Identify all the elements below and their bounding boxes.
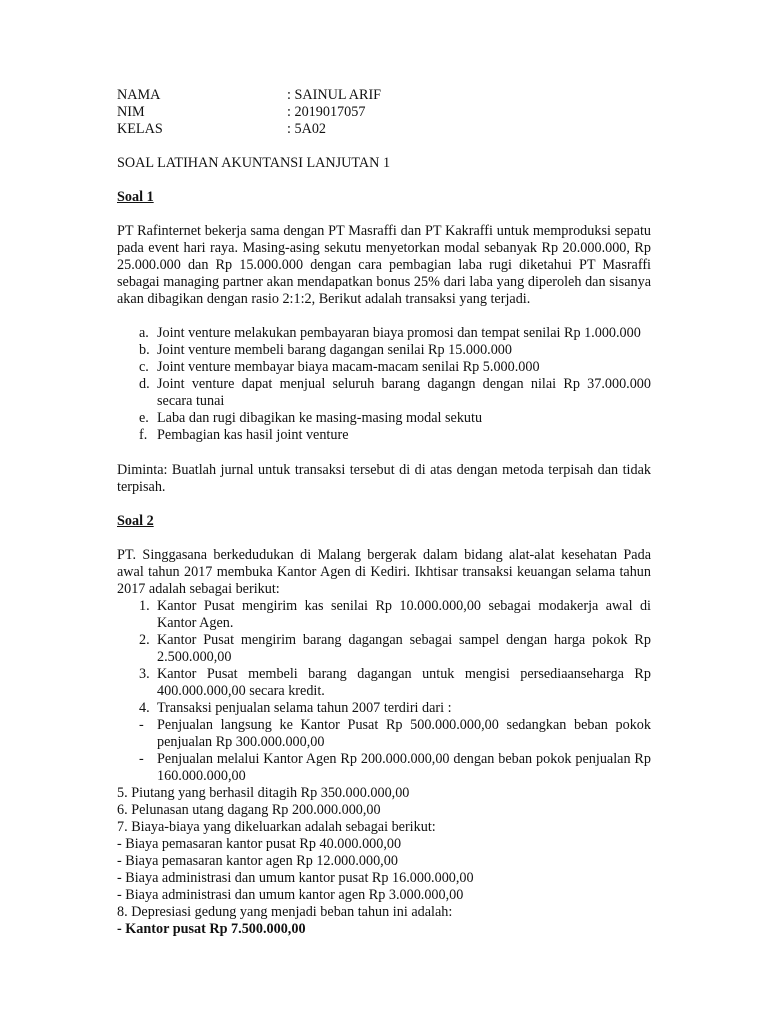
list-item: [117, 342, 651, 359]
soal2-list: [117, 598, 651, 785]
list-item: [117, 598, 651, 632]
list-item: [117, 717, 651, 751]
list-marker: c.: [139, 359, 149, 375]
list-item: [117, 666, 651, 700]
text-line-bold: - Kantor pusat Rp 7.500.000,00: [117, 921, 306, 937]
soal1-intro: PT Rafinternet bekerja sama dengan PT Masraffi dan PT Kakraffi untuk memproduksi sepatu pada event hari raya. Masing-asing sekutu menyetorkan modal sebanyak Rp 20.000.000, Rp 25.000.000 dan Rp 15.000.000 dengan cara pembagian laba rugi diketahui PT Masraffi sebagai managing partner akan mendapatkan bonus 25% dari laba yang diperoleh dan sisanya akan dibagikan dengan rasio 2:1:2, Berikut adalah transaksi yang terjadi.: [117, 223, 651, 307]
text-line: - Biaya administrasi dan umum kantor agen Rp 3.000.000,00: [117, 887, 464, 903]
identity-block: [117, 87, 651, 138]
list-marker: 3.: [139, 666, 150, 682]
soal2-heading: Soal 2: [117, 513, 154, 529]
list-item: [117, 427, 651, 444]
identity-value: : 2019017057: [287, 104, 366, 120]
list-item-text: Kantor Pusat membeli barang dagangan untuk mengisi persediaanseharga Rp 400.000.000,00 secara kredit.: [157, 666, 651, 699]
identity-label: NIM: [117, 104, 145, 120]
text-line: 6. Pelunasan utang dagang Rp 200.000.000,00: [117, 802, 381, 818]
list-item-text: Joint venture melakukan pembayaran biaya promosi dan tempat senilai Rp 1.000.000: [157, 325, 641, 341]
list-marker: e.: [139, 410, 149, 426]
list-item-text: Laba dan rugi dibagikan ke masing-masing modal sekutu: [157, 410, 483, 426]
list-item-text: Penjualan langsung ke Kantor Pusat Rp 500.000.000,00 sedangkan beban pokok penjualan Rp 300.000.000,00: [157, 717, 651, 750]
soal1-heading: Soal 1: [117, 189, 154, 205]
list-item-text: Joint venture membayar biaya macam-macam senilai Rp 5.000.000: [157, 359, 540, 375]
soal2-intro: PT. Singgasana berkedudukan di Malang bergerak dalam bidang alat-alat kesehatan Pada awal tahun 2017 membuka Kantor Agen di Kediri. Ikhtisar transaksi keuangan selama tahun 2017 adalah sebagai berikut:: [117, 547, 651, 597]
list-marker: a.: [139, 325, 149, 341]
list-item-text: Transaksi penjualan selama tahun 2007 terdiri dari :: [157, 700, 452, 716]
text-line: 7. Biaya-biaya yang dikeluarkan adalah sebagai berikut:: [117, 819, 436, 835]
list-item-text: Pembagian kas hasil joint venture: [157, 427, 349, 443]
soal2-lines: [117, 785, 651, 938]
list-marker: 1.: [139, 598, 150, 614]
identity-row-kelas: [117, 121, 651, 138]
soal1-list: [117, 325, 651, 444]
identity-label: KELAS: [117, 121, 163, 137]
list-marker: -: [139, 751, 144, 767]
list-item-text: Kantor Pusat mengirim barang dagangan sebagai sampel dengan harga pokok Rp 2.500.000,00: [157, 632, 651, 665]
list-marker: 4.: [139, 700, 150, 716]
identity-row-nama: [117, 87, 651, 104]
list-marker: f.: [139, 427, 148, 443]
text-line: 5. Piutang yang berhasil ditagih Rp 350.000.000,00: [117, 785, 410, 801]
text-line: 8. Depresiasi gedung yang menjadi beban tahun ini adalah:: [117, 904, 453, 920]
list-item: [117, 632, 651, 666]
text-line: - Biaya pemasaran kantor pusat Rp 40.000.000,00: [117, 836, 402, 852]
list-item: [117, 410, 651, 427]
list-item: [117, 325, 651, 342]
soal1-instruction: Diminta: Buatlah jurnal untuk transaksi tersebut di di atas dengan metoda terpisah dan tidak terpisah.: [117, 462, 651, 495]
list-item: [117, 700, 651, 717]
list-item: [117, 359, 651, 376]
list-item: [117, 376, 651, 410]
identity-row-nim: [117, 104, 651, 121]
document-body: [117, 87, 651, 938]
list-item-text: Joint venture membeli barang dagangan senilai Rp 15.000.000: [157, 342, 512, 358]
list-marker: -: [139, 717, 144, 733]
list-item-text: Joint venture dapat menjual seluruh barang dagangn dengan nilai Rp 37.000.000 secara tunai: [157, 376, 651, 409]
identity-value: : SAINUL ARIF: [287, 87, 382, 103]
identity-label: NAMA: [117, 87, 161, 103]
list-marker: 2.: [139, 632, 150, 648]
list-marker: d.: [139, 376, 150, 392]
list-item: [117, 751, 651, 785]
list-item-text: Kantor Pusat mengirim kas senilai Rp 10.000.000,00 sebagai modakerja awal di Kantor Agen.: [157, 598, 651, 631]
list-item-text: Penjualan melalui Kantor Agen Rp 200.000.000,00 dengan beban pokok penjualan Rp 160.000.000,00: [157, 751, 651, 784]
identity-value: : 5A02: [287, 121, 327, 137]
text-line: - Biaya pemasaran kantor agen Rp 12.000.000,00: [117, 853, 398, 869]
text-line: - Biaya administrasi dan umum kantor pusat Rp 16.000.000,00: [117, 870, 474, 886]
list-marker: b.: [139, 342, 150, 358]
document-title: SOAL LATIHAN AKUNTANSI LANJUTAN 1: [117, 155, 391, 171]
